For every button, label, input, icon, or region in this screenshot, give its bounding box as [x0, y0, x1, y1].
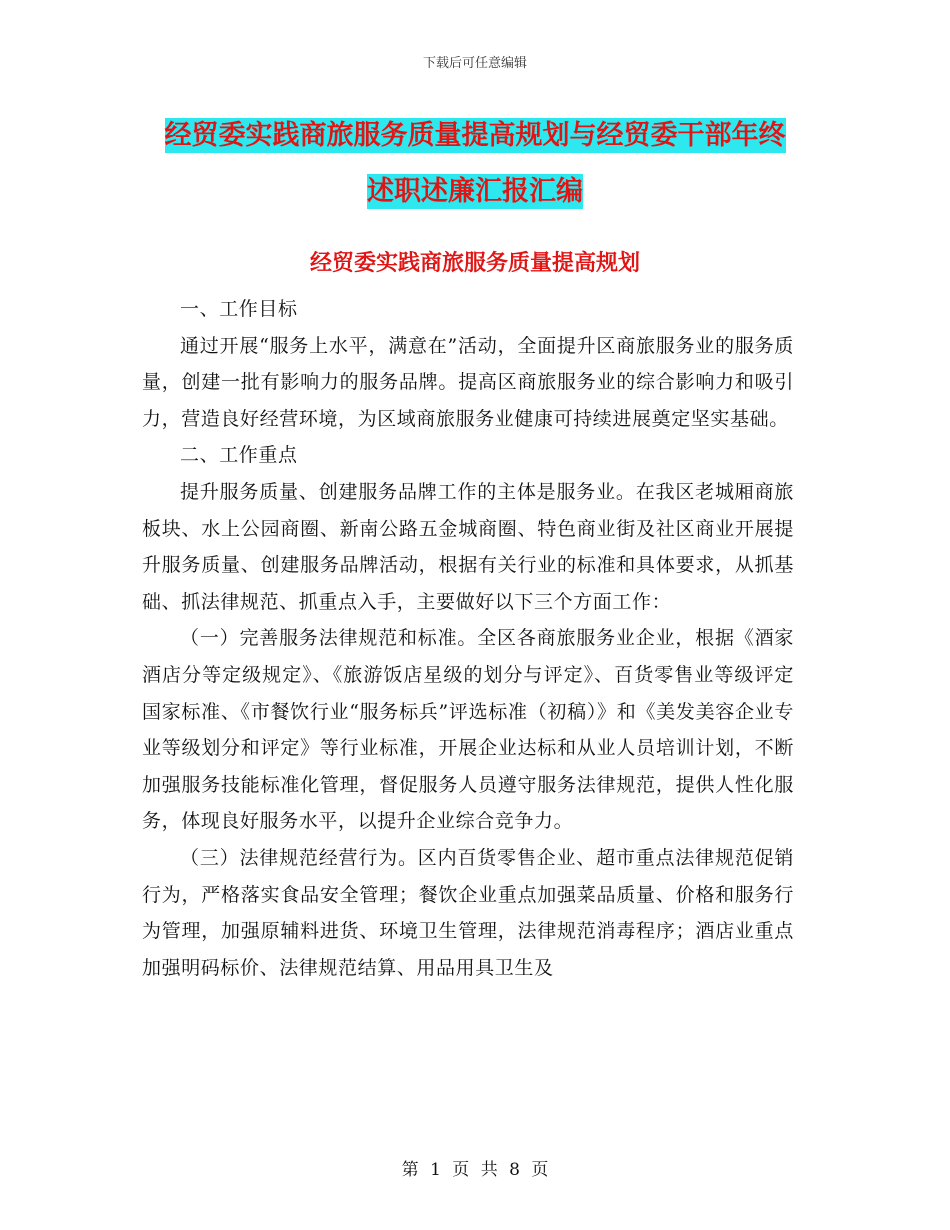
paragraph-focus: 提升服务质量、创建服务品牌工作的主体是服务业。在我区老城厢商旅板块、水上公园商圈、新南公路五金城商圈、特色商业街及社区商业开展提升服务质量、创建服务品牌活动，根据有关行业的标准和具体要求，从抓基础、抓法律规范、抓重点入手，主要做好以下三个方面工作：	[142, 480, 794, 613]
document-title-line-2: 述职述廉汇报汇编	[367, 176, 583, 207]
section-title: 经贸委实践商旅服务质量提高规划	[309, 250, 640, 276]
paragraph-item-1: （一）完善服务法律规范和标准。全区各商旅服务业企业，根据《酒家酒店分等定级规定》、《旅游饭店星级的划分与评定》、百货零售业等级评定国家标准、《市餐饮行业“服务标兵”评选标准（初稿）》和《美发美容企业专业等级划分和评定》等行业标准，开展企业达标和从业人员培训计划，不断加强服务技能标准化管理，督促服务人员遵守服务法律规范，提供人性化服务，体现良好服务水平，以提升企业综合竞争力。	[142, 627, 794, 833]
heading-work-goal: 一、工作目标	[180, 298, 298, 320]
document-title-line-1: 经贸委实践商旅服务质量提高规划与经贸委干部年终	[164, 120, 786, 151]
page-number: 第 1 页 共 8 页	[401, 1160, 549, 1180]
paragraph-goal: 通过开展“服务上水平，满意在”活动，全面提升区商旅服务业的服务质量，创建一批有影响力的服务品牌。提高区商旅服务业的综合影响力和吸引力，营造良好经营环境，为区域商旅服务业健康可持续进展奠定坚实基础。	[142, 334, 794, 430]
document-body	[142, 291, 794, 986]
heading-work-focus: 二、工作重点	[180, 444, 298, 467]
document-title	[0, 108, 950, 220]
page-header: 下载后可任意编辑	[422, 56, 527, 71]
paragraph-item-3: （三）法律规范经营行为。区内百货零售企业、超市重点法律规范促销行为，严格落实食品安全管理；餐饮企业重点加强菜品质量、价格和服务行为管理，加强原辅料进货、环境卫生管理，法律规范消毒程序；酒店业重点加强明码标价、法律规范结算、用品用具卫生及	[142, 846, 794, 979]
